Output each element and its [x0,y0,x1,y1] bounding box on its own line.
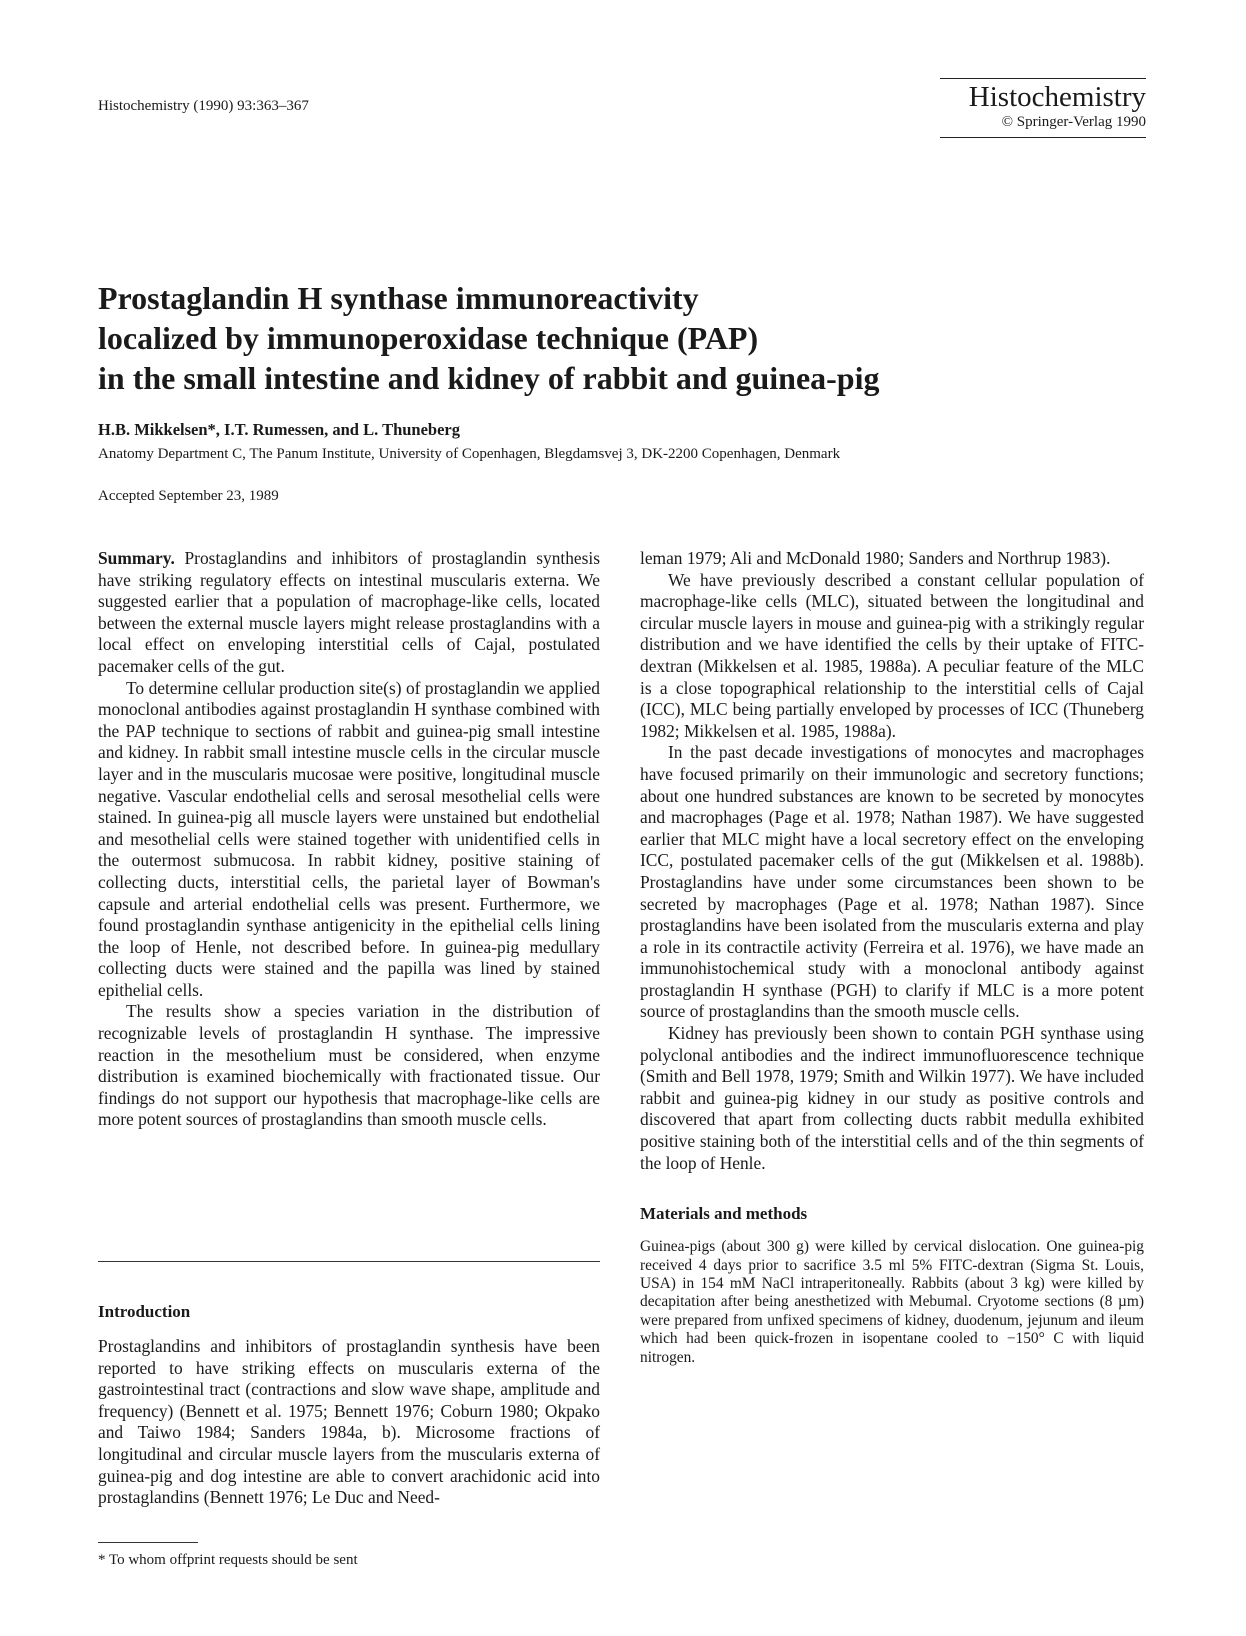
summary-paragraph-3: The results show a species variation in the distribution of recognizable levels of prostaglandin H synthase. The impressive reaction in the mesothelium must be considered, when enzyme distribution is examined biochemically with fractionated tissue. Our findings do not support our hypothesis that macrophage-like cells are more potent sources of prostaglandins than smooth muscle cells. [98,1001,600,1130]
methods-heading: Materials and methods [640,1204,808,1224]
journal-copyright: © Springer-Verlag 1990 [1001,114,1146,130]
summary-separator-rule [98,1261,600,1262]
left-column-summary [98,548,600,1131]
accepted-date: Accepted September 23, 1989 [98,488,279,504]
masthead-bottom-rule [940,137,1146,138]
summary-heading: Summary. [98,548,175,568]
article-title [98,278,1098,398]
footnote: * To whom offprint requests should be sent [98,1552,358,1568]
title-line-1: Prostaglandin H synthase immunoreactivity [98,280,699,316]
journal-masthead [940,78,1146,138]
journal-name: Histochemistry [968,81,1146,113]
introduction-paragraph-1: Prostaglandins and inhibitors of prostaglandin synthesis have been reported to have striking effects on muscularis externa of the gastrointestinal tract (contractions and slow wave shape, amplitude and frequency) (Bennett et al. 1975; Bennett 1976; Coburn 1980; Okpako and Taiwo 1984; Sanders 1984a, b). Microsome fractions of longitudinal and circular muscle layers from the muscularis externa of guinea-pig and dog intestine are able to convert arachidonic acid into prostaglandins (Bennett 1976; Le Duc and Need- [98,1336,600,1508]
summary-text-1: Prostaglandins and inhibitors of prostaglandin synthesis have striking regulatory effects on intestinal muscularis externa. We suggested earlier that a population of macrophage-like cells, located between the external muscle layers might release prostaglandins with a local effect on enveloping interstitial cells of Cajal, postulated pacemaker cells of the gut. [98,548,600,676]
right-paragraph-2: In the past decade investigations of monocytes and macrophages have focused primarily on their immunologic and secretory functions; about one hundred substances are known to be secreted by monocytes and macrophages (Page et al. 1978; Nathan 1987). We have suggested earlier that MLC might have a local secretory effect on the enveloping ICC, postulated pacemaker cells of the gut (Mikkelsen et al. 1988b). Prostaglandins have under some circumstances been shown to be secreted by macrophages (Page et al. 1978; Nathan 1987). Since prostaglandins have been isolated from the muscularis externa and play a role in its contractile activity (Ferreira et al. 1976), we have made an immunohistochemical study with a monoclonal antibody against prostaglandin H synthase (PGH) to clarify if MLC is a more potent source of prostaglandins than the smooth muscle cells. [640,742,1144,1022]
title-line-2: localized by immunoperoxidase technique (PAP) [98,320,759,356]
author-list: H.B. Mikkelsen*, I.T. Rumessen, and L. Thuneberg [98,420,461,439]
right-column [640,548,1144,1367]
methods-paragraph-1: Guinea-pigs (about 300 g) were killed by cervical dislocation. One guinea-pig received 4 days prior to sacrifice 3.5 ml 5% FITC-dextran (Sigma St. Louis, USA) in 154 mM NaCl intraperitoneally. Rabbits (about 3 kg) were killed by decapitation after being anesthetized with Mebumal. Cryotome sections (8 µm) were prepared from unfixed specimens of kidney, duodenum, jejunum and ileum which had been quick-frozen in isopentane cooled to −150° C with liquid nitrogen. [640,1238,1144,1366]
masthead-top-rule [940,78,1146,79]
author-affiliation: Anatomy Department C, The Panum Institute, University of Copenhagen, Blegdamsvej 3, DK-2200 Copenhagen, Denmark [98,446,841,462]
right-paragraph-0: leman 1979; Ali and McDonald 1980; Sanders and Northrup 1983). [640,548,1111,568]
title-line-3: in the small intestine and kidney of rabbit and guinea-pig [98,360,880,396]
summary-paragraph-1 [98,548,600,678]
right-paragraph-1: We have previously described a constant cellular population of macrophage-like cells (MLC), situated between the longitudinal and circular muscle layers in mouse and guinea-pig with a strikingly regular distribution and we have identified the cells by their uptake of FITC-dextran (Mikkelsen et al. 1985, 1988a). A peculiar feature of the MLC is a close topographical relationship to the interstitial cells of Cajal (ICC), MLC being partially enveloped by processes of ICC (Thuneberg 1982; Mikkelsen et al. 1985, 1988a). [640,569,1144,741]
introduction-heading-wrap [98,1302,190,1322]
right-paragraph-3: Kidney has previously been shown to contain PGH synthase using polyclonal antibodies and the indirect immunofluorescence technique (Smith and Bell 1978, 1979; Smith and Wilkin 1977). We have included rabbit and guinea-pig kidney in our study as positive controls and discovered that apart from collecting ducts rabbit medulla exhibited positive staining both of the interstitial cells and of the thin segments of the loop of Henle. [640,1023,1144,1173]
introduction-body [98,1336,600,1509]
journal-citation: Histochemistry (1990) 93:363–367 [98,98,309,114]
introduction-heading: Introduction [98,1302,191,1321]
summary-paragraph-2: To determine cellular production site(s) of prostaglandin we applied monoclonal antibodies against prostaglandin H synthase combined with the PAP technique to sections of rabbit and guinea-pig small intestine and kidney. In rabbit small intestine muscle cells in the circular muscle layer and in the muscularis mucosae were positive, longitudinal muscle negative. Vascular endothelial cells and serosal mesothelial cells were stained. In guinea-pig all muscle layers were unstained but endothelial and mesothelial cells were stained together with unidentified cells in the outermost submucosa. In rabbit kidney, positive staining of collecting ducts, interstitial cells, the parietal layer of Bowman's capsule and arterial endothelial cells was present. Furthermore, we found prostaglandin synthase antigenicity in the epithelial cells lining the loop of Henle, not described before. In guinea-pig medullary collecting ducts were stained and the papilla was lined by stained epithelial cells. [98,677,600,1000]
footnote-rule [98,1542,198,1543]
